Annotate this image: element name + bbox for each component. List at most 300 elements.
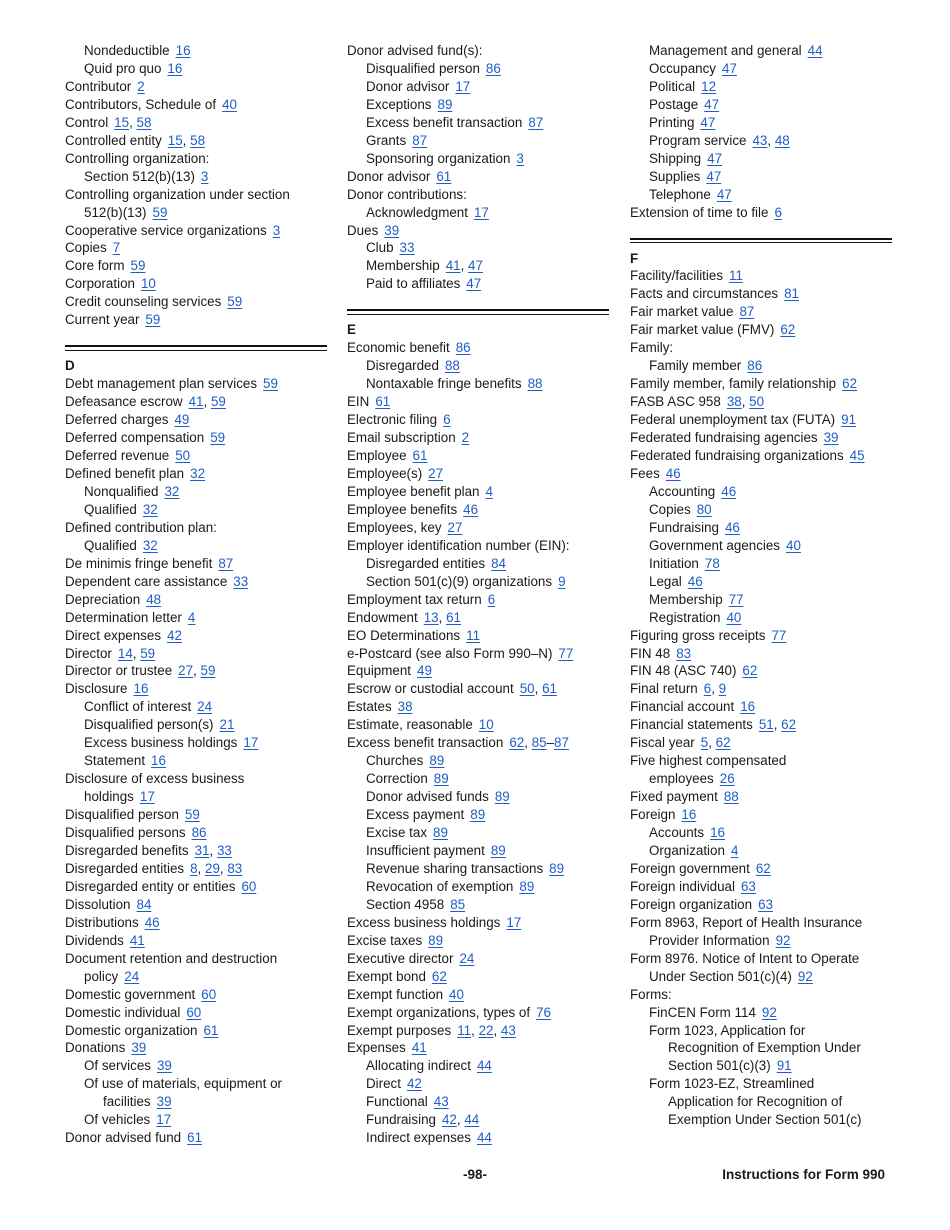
page-link[interactable]: 44 xyxy=(807,43,823,58)
page-references xyxy=(700,115,715,130)
page-link[interactable]: 32 xyxy=(164,483,180,499)
index-term: FIN 48 (ASC 740) xyxy=(630,663,737,679)
page-references: 13, 61 xyxy=(423,609,461,625)
index-entry xyxy=(347,627,609,645)
page-link[interactable]: 38 xyxy=(726,394,742,410)
index-term: Fees xyxy=(630,465,660,481)
page-link[interactable]: 10 xyxy=(478,717,494,733)
index-term: Executive director xyxy=(347,950,454,966)
page-link[interactable]: 62 xyxy=(509,735,525,751)
page-link[interactable]: 44 xyxy=(464,1112,480,1128)
index-column-2 xyxy=(347,42,609,1147)
page-link[interactable]: 87 xyxy=(554,735,569,751)
page-link[interactable]: 21 xyxy=(219,717,235,733)
page-link[interactable]: 41 xyxy=(445,258,461,274)
page-link[interactable]: 89 xyxy=(437,96,453,112)
page-link[interactable]: 59 xyxy=(227,294,243,310)
page-link[interactable]: 89 xyxy=(433,771,449,787)
page-link[interactable]: 43 xyxy=(500,1022,516,1038)
page-link[interactable]: 88 xyxy=(527,376,543,392)
index-term: Acknowledgment xyxy=(366,204,468,220)
page-link[interactable]: 89 xyxy=(433,825,448,841)
page-link[interactable]: 47 xyxy=(466,276,482,292)
page-link[interactable]: 50 xyxy=(175,448,191,464)
page-link[interactable]: 50 xyxy=(749,394,765,410)
page-link[interactable]: 17 xyxy=(473,204,489,220)
index-entry xyxy=(630,680,892,698)
page-link[interactable]: 46 xyxy=(724,519,740,535)
page-link[interactable]: 46 xyxy=(144,914,160,930)
index-term: Initiation xyxy=(649,555,699,571)
index-subentry xyxy=(630,114,892,132)
page-link[interactable]: 80 xyxy=(696,501,712,517)
page-references xyxy=(528,115,543,130)
page-link[interactable]: 87 xyxy=(218,555,234,571)
page-link[interactable]: 26 xyxy=(719,771,735,787)
page-link[interactable]: 32 xyxy=(142,501,158,517)
page-link[interactable]: 39 xyxy=(823,430,839,446)
index-term: Disqualified person xyxy=(366,60,480,76)
page-link[interactable]: 92 xyxy=(797,968,813,984)
index-term: policy xyxy=(84,968,119,984)
page-references xyxy=(432,969,447,984)
page-link[interactable]: 60 xyxy=(201,986,217,1002)
page-link[interactable]: 86 xyxy=(485,60,501,76)
index-subentry xyxy=(65,1057,327,1075)
page-references: 11, 22, 43 xyxy=(457,1022,516,1038)
index-subentry xyxy=(65,1093,327,1111)
page-link[interactable]: 17 xyxy=(156,1112,172,1128)
page-link[interactable]: 40 xyxy=(222,96,238,112)
page-link[interactable]: 31 xyxy=(194,842,210,858)
page-link[interactable]: 58 xyxy=(190,132,206,148)
index-term: Shipping xyxy=(649,150,702,166)
index-entry xyxy=(65,555,327,573)
index-term: Legal xyxy=(649,573,682,589)
page-link[interactable]: 63 xyxy=(758,896,773,912)
page-link[interactable]: 42 xyxy=(406,1076,422,1092)
page-link[interactable]: 3 xyxy=(516,150,524,166)
index-subentry xyxy=(630,1057,892,1075)
page-link[interactable]: 59 xyxy=(210,394,226,410)
index-term: Federated fundraising agencies xyxy=(630,430,818,446)
index-entry xyxy=(65,932,327,950)
page-references: 51, 62 xyxy=(758,717,797,733)
page-link[interactable]: 39 xyxy=(156,1094,172,1110)
page-link[interactable]: 47 xyxy=(716,186,732,202)
index-entry xyxy=(65,96,327,114)
page-link[interactable]: 61 xyxy=(187,1130,203,1146)
index-subentry xyxy=(347,239,609,257)
page-link[interactable]: 6 xyxy=(703,681,712,697)
page-link[interactable]: 33 xyxy=(233,573,249,589)
page-references xyxy=(412,133,427,148)
index-term: Fair market value (FMV) xyxy=(630,322,775,338)
page-link[interactable]: 6 xyxy=(487,591,496,607)
page-link[interactable]: 83 xyxy=(676,645,692,661)
page-references xyxy=(243,735,258,750)
page-references xyxy=(784,286,799,301)
page-link[interactable]: 47 xyxy=(707,150,723,166)
page-link[interactable]: 87 xyxy=(739,304,755,320)
page-link[interactable]: 89 xyxy=(429,753,445,769)
page-link[interactable]: 77 xyxy=(558,645,574,661)
page-link[interactable]: 32 xyxy=(190,465,206,481)
page-link[interactable]: 16 xyxy=(740,699,756,715)
index-subentry xyxy=(65,168,327,186)
page-link[interactable]: 89 xyxy=(428,932,444,948)
page-link[interactable]: 16 xyxy=(175,43,191,58)
page-link[interactable]: 83 xyxy=(227,860,243,876)
page-link[interactable]: 40 xyxy=(449,986,464,1002)
index-entry xyxy=(65,573,327,591)
page-link[interactable]: 86 xyxy=(455,340,471,356)
page-link[interactable]: 43 xyxy=(433,1094,449,1110)
index-term: Nondeductible xyxy=(84,43,170,58)
index-term: Disregarded xyxy=(366,358,439,374)
index-term: Donor advised funds xyxy=(366,789,489,805)
index-term: Estates xyxy=(347,699,392,715)
page-link[interactable]: 62 xyxy=(431,968,447,984)
page-references xyxy=(842,376,857,391)
page-link[interactable]: 50 xyxy=(519,681,535,697)
index-entry xyxy=(630,285,892,303)
section-divider xyxy=(630,238,892,240)
page-references xyxy=(756,861,771,876)
page-link[interactable]: 62 xyxy=(781,717,797,733)
page-link[interactable]: 84 xyxy=(136,896,152,912)
page-link[interactable]: 58 xyxy=(136,114,152,130)
page-link[interactable]: 2 xyxy=(461,430,470,446)
page-link[interactable]: 47 xyxy=(722,60,737,76)
page-references: 5, 62 xyxy=(700,735,731,751)
page-link[interactable]: 39 xyxy=(131,1040,147,1056)
page-references xyxy=(153,205,168,220)
page-references: 27, 59 xyxy=(178,663,216,679)
index-subentry xyxy=(347,204,609,222)
index-entry xyxy=(65,986,327,1004)
page-link[interactable]: 3 xyxy=(272,222,281,238)
page-link[interactable]: 46 xyxy=(665,465,681,481)
page-link[interactable]: 43 xyxy=(752,132,768,148)
index-term: Section 501(c)(3) xyxy=(668,1058,771,1074)
page-references xyxy=(222,97,237,112)
page-link[interactable]: 9 xyxy=(558,573,566,589)
page-link[interactable]: 9 xyxy=(718,681,727,697)
page-link[interactable]: 92 xyxy=(761,1004,777,1020)
page-link[interactable]: 42 xyxy=(167,627,182,643)
page-link[interactable]: 89 xyxy=(490,842,506,858)
page-link[interactable]: 61 xyxy=(375,394,391,410)
page-references xyxy=(428,933,443,948)
page-link[interactable]: 91 xyxy=(841,412,857,428)
page-link[interactable]: 41 xyxy=(188,394,204,410)
page-link[interactable]: 47 xyxy=(704,96,720,112)
index-term: Excess business holdings xyxy=(347,914,501,930)
page-link[interactable]: 85 xyxy=(450,896,466,912)
page-references xyxy=(143,502,158,517)
index-term: Nonqualified xyxy=(84,483,159,499)
page-link[interactable]: 13 xyxy=(423,609,439,625)
page-link[interactable]: 59 xyxy=(210,430,226,446)
index-term: Recognition of Exemption Under xyxy=(668,1040,861,1056)
page-link[interactable]: 60 xyxy=(241,878,257,894)
index-entry xyxy=(65,275,327,293)
page-link[interactable]: 24 xyxy=(459,950,475,966)
index-entry xyxy=(347,734,609,752)
page-link[interactable]: 61 xyxy=(542,681,557,697)
page-link[interactable]: 27 xyxy=(447,519,463,535)
page-link[interactable]: 49 xyxy=(417,663,432,679)
page-references xyxy=(384,223,399,238)
page-link[interactable]: 49 xyxy=(174,412,190,428)
page-link[interactable]: 59 xyxy=(200,663,216,679)
page-link[interactable]: 92 xyxy=(775,932,791,948)
index-entry xyxy=(65,114,327,132)
page-link[interactable]: 16 xyxy=(167,60,183,76)
page-link[interactable]: 16 xyxy=(151,753,166,769)
page-link[interactable]: 91 xyxy=(776,1058,792,1074)
page-link[interactable]: 47 xyxy=(468,258,483,274)
index-entry xyxy=(347,680,609,698)
page-link[interactable]: 5 xyxy=(700,735,709,751)
page-link[interactable]: 33 xyxy=(216,842,232,858)
page-link[interactable]: 59 xyxy=(152,204,168,220)
page-references xyxy=(491,556,506,571)
index-entry xyxy=(630,788,892,806)
page-link[interactable]: 87 xyxy=(412,132,428,148)
page-link[interactable]: 89 xyxy=(494,789,510,805)
page-link[interactable]: 59 xyxy=(145,312,161,328)
page-link[interactable]: 48 xyxy=(774,132,790,148)
page-link[interactable]: 7 xyxy=(112,240,121,256)
page-link[interactable]: 59 xyxy=(140,645,156,661)
page-link[interactable]: 6 xyxy=(443,412,451,428)
index-entry xyxy=(65,662,327,680)
index-term: Donor contributions: xyxy=(347,186,467,202)
page-references: 62, 85–87 xyxy=(509,735,569,751)
index-subentry xyxy=(65,483,327,501)
index-entry xyxy=(630,986,892,1004)
index-term: Membership xyxy=(649,591,723,607)
page-link[interactable]: 32 xyxy=(142,537,158,553)
page-link[interactable]: 84 xyxy=(491,555,506,571)
index-term: Dissolution xyxy=(65,896,131,912)
index-term: Telephone xyxy=(649,186,711,202)
page-link[interactable]: 24 xyxy=(124,968,140,984)
page-link[interactable]: 89 xyxy=(549,860,565,876)
index-entry xyxy=(630,896,892,914)
page-link[interactable]: 27 xyxy=(428,465,444,481)
page-link[interactable]: 61 xyxy=(203,1022,219,1038)
page-link[interactable]: 51 xyxy=(758,717,774,733)
index-entry xyxy=(65,806,327,824)
page-link[interactable]: 4 xyxy=(187,609,196,625)
page-link[interactable]: 8 xyxy=(190,860,198,876)
index-term: Electronic filing xyxy=(347,412,438,428)
page-link[interactable]: 11 xyxy=(729,268,743,284)
page-link[interactable]: 89 xyxy=(519,878,535,894)
page-link[interactable]: 62 xyxy=(842,376,858,392)
page-references xyxy=(558,646,573,661)
page-link[interactable]: 4 xyxy=(485,483,493,499)
page-link[interactable]: 61 xyxy=(446,609,461,625)
index-subentry xyxy=(630,1075,892,1093)
page-references xyxy=(201,987,216,1002)
page-link[interactable]: 47 xyxy=(706,168,722,184)
index-term: Federated fundraising organizations xyxy=(630,448,844,464)
page-link[interactable]: 62 xyxy=(742,663,758,679)
page-link[interactable]: 46 xyxy=(463,501,479,517)
page-link[interactable]: 62 xyxy=(755,860,771,876)
index-subentry xyxy=(630,483,892,501)
page-references xyxy=(140,789,155,804)
index-term: Foreign government xyxy=(630,860,750,876)
page-link[interactable]: 81 xyxy=(784,286,800,302)
page-link[interactable]: 22 xyxy=(478,1022,494,1038)
page-references xyxy=(774,205,781,220)
index-entry xyxy=(347,950,609,968)
page-link[interactable]: 40 xyxy=(786,537,801,553)
page-references xyxy=(495,789,510,804)
page-references xyxy=(429,753,444,768)
index-term: Employee benefits xyxy=(347,501,458,517)
index-term: Correction xyxy=(366,771,428,787)
index-subentry xyxy=(347,896,609,914)
page-link[interactable]: 15 xyxy=(167,132,183,148)
page-link[interactable]: 16 xyxy=(681,807,697,823)
page-link[interactable]: 15 xyxy=(114,114,130,130)
index-subentry xyxy=(630,501,892,519)
index-entry xyxy=(630,806,892,824)
index-entry xyxy=(65,132,327,150)
page-references xyxy=(762,1005,777,1020)
index-entry xyxy=(347,483,609,501)
index-term: Cooperative service organizations xyxy=(65,222,267,238)
page-references xyxy=(450,897,465,912)
page-references xyxy=(722,61,737,76)
page-references: 8, 29, 83 xyxy=(190,860,243,876)
index-entry xyxy=(630,393,892,411)
page-references xyxy=(479,717,494,732)
page-link[interactable]: 76 xyxy=(536,1004,552,1020)
page-link[interactable]: 60 xyxy=(186,1004,202,1020)
page-link[interactable]: 85 xyxy=(531,735,547,751)
page-references xyxy=(477,1130,492,1145)
page-link[interactable]: 40 xyxy=(726,609,742,625)
page-link[interactable]: 44 xyxy=(476,1058,492,1074)
page-link[interactable]: 41 xyxy=(411,1040,427,1056)
page-link[interactable]: 17 xyxy=(139,789,155,805)
page-link[interactable]: 6 xyxy=(774,204,782,220)
section-heading: E xyxy=(347,322,356,338)
page-link[interactable]: 14 xyxy=(117,645,133,661)
page-link[interactable]: 12 xyxy=(701,78,717,94)
index-entry xyxy=(65,914,327,932)
page-link[interactable]: 61 xyxy=(412,448,428,464)
page-link[interactable]: 42 xyxy=(441,1112,457,1128)
page-link[interactable]: 86 xyxy=(191,825,207,841)
index-entry xyxy=(630,878,892,896)
page-link[interactable]: 38 xyxy=(397,699,413,715)
index-entry xyxy=(347,168,609,186)
page-link[interactable]: 48 xyxy=(146,591,162,607)
page-link[interactable]: 62 xyxy=(780,322,796,338)
page-link[interactable]: 24 xyxy=(197,699,213,715)
page-references xyxy=(758,897,773,912)
page-references xyxy=(218,556,233,571)
page-link[interactable]: 86 xyxy=(747,358,763,374)
page-link[interactable]: 47 xyxy=(700,114,716,130)
page-link[interactable]: 17 xyxy=(506,914,522,930)
index-entry xyxy=(65,1004,327,1022)
page-link[interactable]: 78 xyxy=(704,555,720,571)
page-link[interactable]: 11 xyxy=(466,627,481,643)
index-term: Facts and circumstances xyxy=(630,286,779,302)
index-entry xyxy=(347,501,609,519)
page-link[interactable]: 39 xyxy=(156,1058,172,1074)
page-link[interactable]: 88 xyxy=(444,358,460,374)
index-subentry xyxy=(630,1022,892,1040)
page-references xyxy=(167,61,182,76)
page-link[interactable]: 27 xyxy=(178,663,194,679)
page-link[interactable]: 45 xyxy=(849,448,865,464)
index-entry xyxy=(630,339,892,357)
page-link[interactable]: 46 xyxy=(721,483,737,499)
index-term: Director xyxy=(65,645,112,661)
index-subentry xyxy=(347,60,609,78)
page-references xyxy=(143,538,158,553)
page-link[interactable]: 59 xyxy=(263,376,278,392)
page-link[interactable]: 41 xyxy=(129,932,145,948)
page-link[interactable]: 33 xyxy=(399,240,415,256)
page-link[interactable]: 39 xyxy=(384,222,400,238)
page-link[interactable]: 2 xyxy=(137,78,145,94)
page-link[interactable]: 3 xyxy=(200,168,209,184)
page-link[interactable]: 63 xyxy=(740,878,756,894)
index-entry xyxy=(630,698,892,716)
index-entry xyxy=(65,429,327,447)
page-link[interactable]: 77 xyxy=(771,627,787,643)
page-link[interactable]: 17 xyxy=(455,78,471,94)
page-link[interactable]: 59 xyxy=(130,258,146,274)
page-link[interactable]: 87 xyxy=(528,114,544,130)
page-link[interactable]: 17 xyxy=(243,735,259,751)
index-term: Section 501(c)(9) organizations xyxy=(366,573,553,589)
page-link[interactable]: 46 xyxy=(687,573,703,589)
page-link[interactable]: 62 xyxy=(715,735,731,751)
page-references xyxy=(210,430,225,445)
page-link[interactable]: 10 xyxy=(140,276,156,292)
page-link[interactable]: 77 xyxy=(728,591,744,607)
page-link[interactable]: 29 xyxy=(205,860,220,876)
page-link[interactable]: 44 xyxy=(476,1130,492,1146)
index-entry xyxy=(65,1022,327,1040)
page-references xyxy=(798,969,813,984)
index-term: Nontaxable fringe benefits xyxy=(366,376,522,392)
page-link[interactable]: 11 xyxy=(457,1022,472,1038)
index-term: Contributors, Schedule of xyxy=(65,96,217,112)
page-link[interactable]: 61 xyxy=(436,168,452,184)
page-references xyxy=(157,1094,172,1109)
page-link[interactable]: 4 xyxy=(730,842,739,858)
page-link[interactable]: 89 xyxy=(470,807,486,823)
page-references: 31, 33 xyxy=(194,842,232,858)
page-link[interactable]: 16 xyxy=(710,825,725,841)
page-link[interactable]: 16 xyxy=(133,681,149,697)
page-link[interactable]: 88 xyxy=(723,789,739,805)
page-link[interactable]: 59 xyxy=(184,807,200,823)
